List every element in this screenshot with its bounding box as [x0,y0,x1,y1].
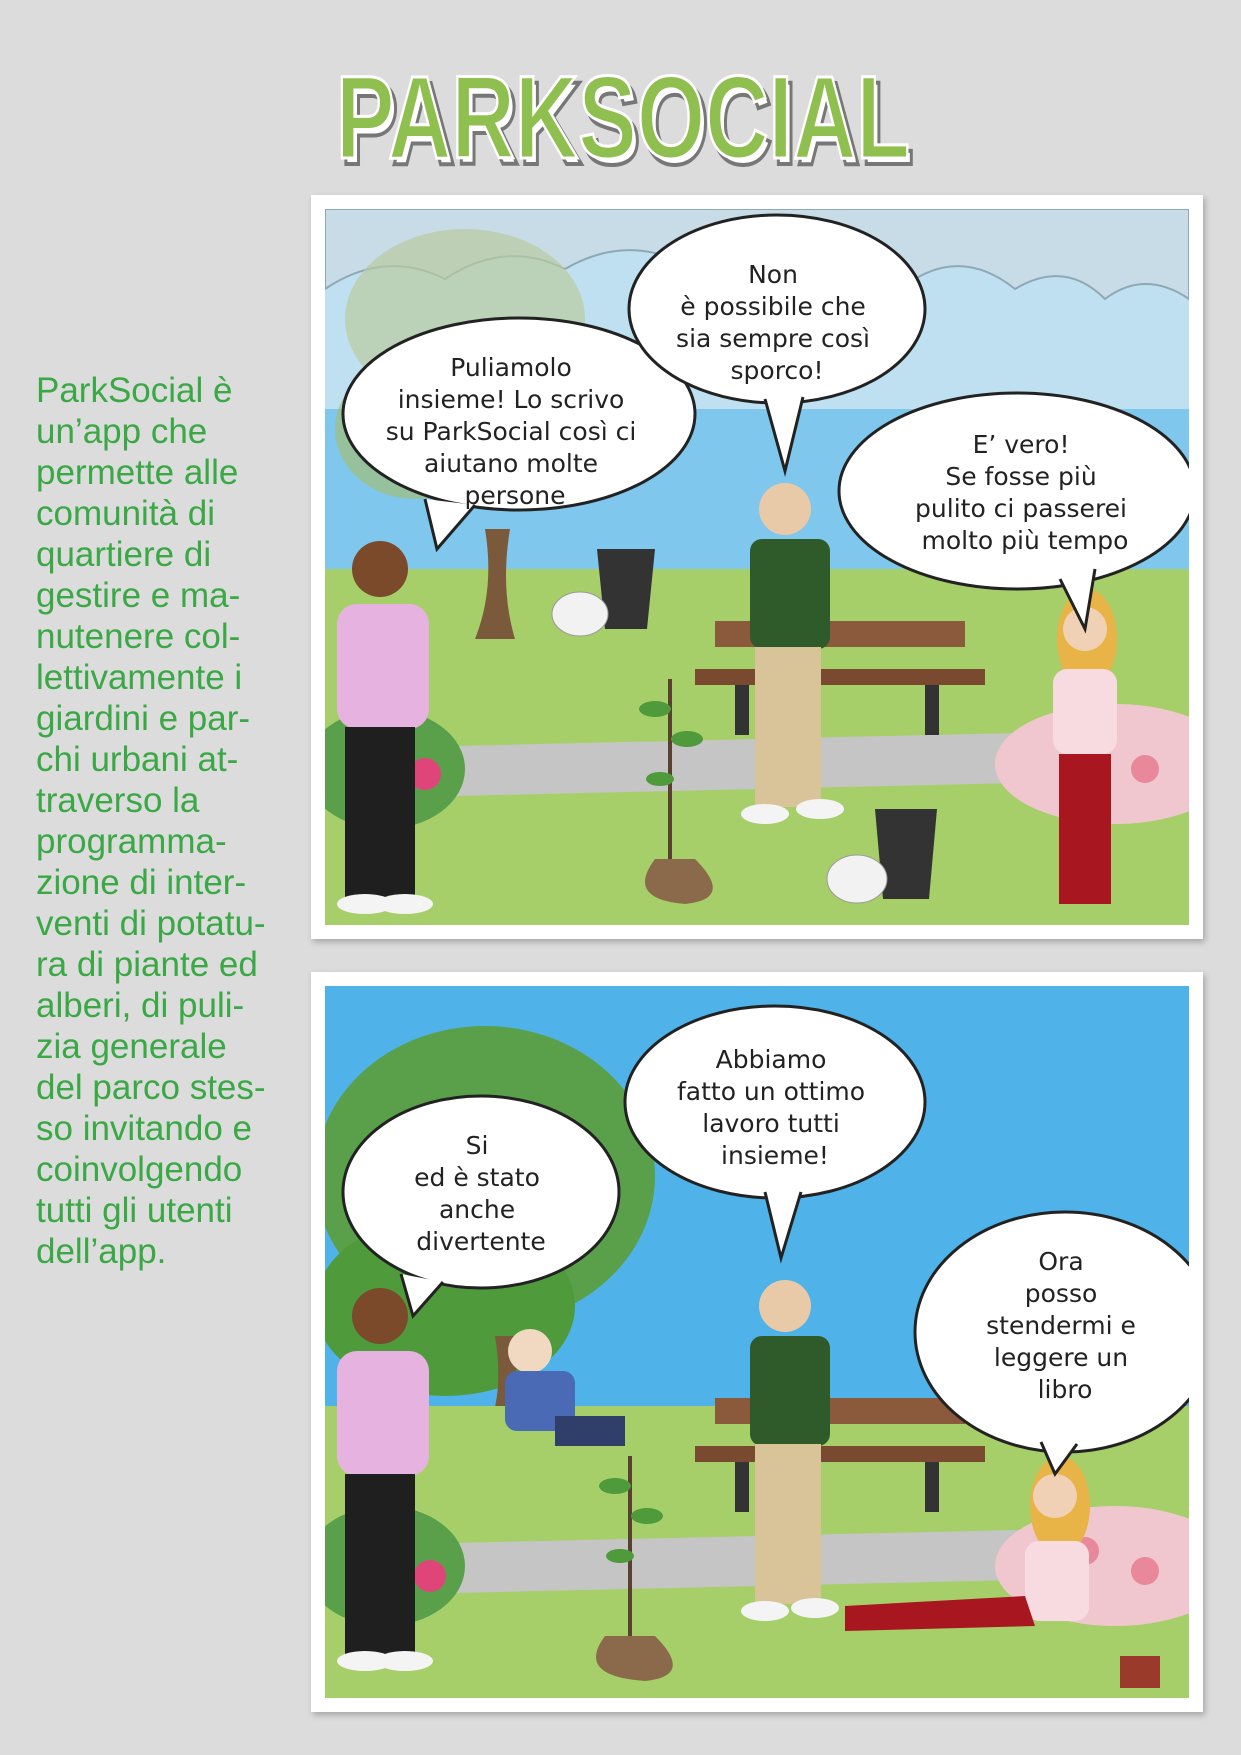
svg-text:E’ vero! Se fosse più: E’ vero! Se fosse più pulito ci passerei molto più tempo [915,430,1129,555]
comic-panel-1 [311,195,1203,939]
park-scene-1 [325,209,1189,925]
svg-text:Si ed è stato: Si ed è stato anche divertente [414,1131,546,1256]
intro-description: ParkSocial è un’app che permette alle comunità di quartiere di gestire e ma- nutenere col- lettivamente i giardini e par- chi urbani at- traverso la programma- zione di inter- venti di potatu- ra di piante ed alberi, di puli- zia generale del parco stes- so invitando e coinvolgendo tutti gli utenti dell’app. [36,371,266,1271]
svg-text:Puliamolo insieme! Lo: Puliamolo insieme! Lo scrivo su ParkSocial così ci aiutano molte persone [385,353,637,510]
comic-panel-2 [311,972,1203,1712]
svg-text:Ora posso sten: Ora posso stendermi e leggere un libro [986,1247,1136,1404]
svg-text:Abbiamo fatto un ottim: Abbiamo fatto un ottimo lavoro tutti insieme! [676,1045,866,1170]
parksocial-title-logo [330,30,920,200]
title-text: PARKSOCIAL [336,52,910,184]
park-scene-2 [325,986,1189,1698]
svg-text:Non è possibile che: Non è possibile che sia sempre così sporco! [676,260,870,385]
svg-text:PARKSOCIAL: PARKSOCIAL [340,58,914,190]
